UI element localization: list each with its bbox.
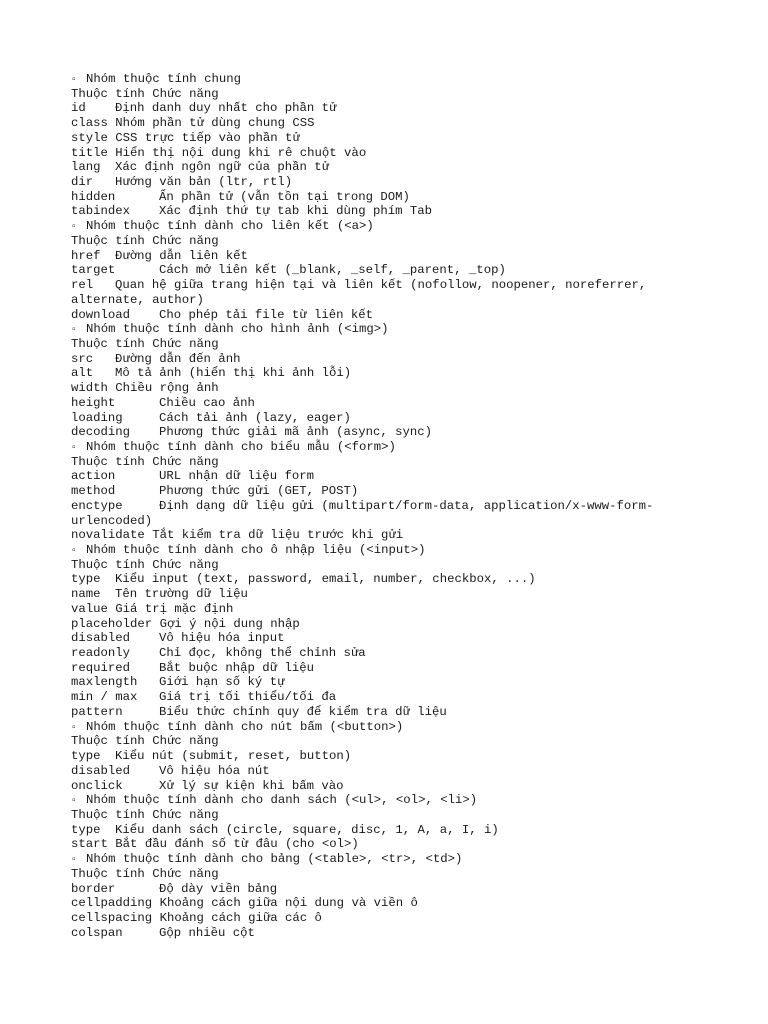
attribute-name: Thuộc tính <box>71 734 145 749</box>
attribute-row <box>71 926 711 941</box>
continuation-line <box>71 293 711 308</box>
attribute-row <box>71 263 711 278</box>
attribute-row <box>71 425 711 440</box>
attribute-name: disabled <box>71 763 131 778</box>
attribute-row <box>71 381 711 396</box>
attribute-row <box>71 675 711 690</box>
square-bullet-icon: ▫ <box>71 855 78 867</box>
attribute-row <box>71 411 711 426</box>
attribute-name: class <box>71 116 108 131</box>
attribute-description: Đường dẫn liên kết <box>115 248 248 263</box>
attribute-description: Hướng văn bản (ltr, rtl) <box>115 175 293 190</box>
attribute-description: Kiểu danh sách (circle, square, disc, 1, A, a, I, i) <box>115 822 499 837</box>
attribute-row <box>71 690 711 705</box>
attribute-row <box>71 646 711 661</box>
attribute-row <box>71 160 711 175</box>
attribute-row <box>71 587 711 602</box>
attribute-row <box>71 779 711 794</box>
section-heading <box>71 72 711 87</box>
attribute-row <box>71 455 711 470</box>
attribute-name: dir <box>71 175 94 190</box>
attribute-description: Xử lý sự kiện khi bấm vào <box>159 778 344 793</box>
attribute-description: Chức năng <box>152 233 219 248</box>
attribute-row <box>71 749 711 764</box>
attribute-description: Chức năng <box>152 336 219 351</box>
attribute-description: Gộp nhiều cột <box>159 925 255 940</box>
attribute-name: Thuộc tính <box>71 86 145 101</box>
attribute-description: Bắt buộc nhập dữ liệu <box>159 660 314 675</box>
attribute-name: pattern <box>71 704 123 719</box>
section-heading-text: Nhóm thuộc tính dành cho ô nhập liệu (<input>) <box>86 543 426 557</box>
attribute-description: CSS trực tiếp vào phần tử <box>115 130 300 145</box>
section-heading <box>71 852 711 867</box>
attribute-row <box>71 396 711 411</box>
attribute-description: Chỉ đọc, không thể chỉnh sửa <box>159 646 366 661</box>
attribute-row <box>71 87 711 102</box>
attribute-name: novalidate <box>71 528 145 543</box>
attribute-name: border <box>71 881 116 896</box>
attribute-description: Cách tải ảnh (lazy, eager) <box>159 410 351 425</box>
attribute-description: Chức năng <box>152 866 219 881</box>
attribute-row <box>71 278 711 293</box>
attribute-row <box>71 558 711 573</box>
attribute-name: Thuộc tính <box>71 866 145 881</box>
attribute-description: Giá trị mặc định <box>115 601 234 616</box>
attribute-row <box>71 808 711 823</box>
attribute-row <box>71 337 711 352</box>
attribute-description: Độ dày viền bảng <box>159 881 278 896</box>
attribute-name: method <box>71 484 116 499</box>
attribute-name: action <box>71 469 116 484</box>
section-heading-text: Nhóm thuộc tính dành cho hình ảnh (<img>) <box>86 322 389 337</box>
attribute-name: Thuộc tính <box>71 557 145 572</box>
attribute-row <box>71 867 711 882</box>
attribute-name: Thuộc tính <box>71 233 145 248</box>
attribute-description: Tắt kiểm tra dữ liệu trước khi gửi <box>152 528 404 543</box>
attribute-row <box>71 705 711 720</box>
section-heading <box>71 322 711 337</box>
attribute-name: readonly <box>71 646 131 661</box>
attribute-description: Vô hiệu hóa nút <box>159 763 270 778</box>
square-bullet-icon: ▫ <box>71 222 78 234</box>
section-heading-text: Nhóm thuộc tính dành cho danh sách (<ul>, <ol>, <li>) <box>86 793 478 808</box>
attribute-name: required <box>71 660 131 675</box>
attribute-description: Chiều cao ảnh <box>159 395 255 410</box>
attribute-description: Vô hiệu hóa input <box>159 631 285 646</box>
attribute-row <box>71 911 711 926</box>
square-bullet-icon: ▫ <box>71 546 78 557</box>
attribute-row <box>71 204 711 219</box>
attribute-name: type <box>71 822 101 837</box>
square-bullet-icon: ▫ <box>71 722 78 734</box>
section-heading <box>71 219 711 234</box>
attribute-description: Kiểu nút (submit, reset, button) <box>115 749 352 764</box>
attribute-description: Cách mở liên kết (_blank, _self, _parent, _top) <box>159 263 506 278</box>
attribute-description: Đường dẫn đến ảnh <box>115 351 241 366</box>
separator <box>152 896 159 910</box>
attribute-row <box>71 617 711 632</box>
attribute-description: Ẩn phần tử (vẫn tồn tại trong DOM) <box>159 189 410 204</box>
attribute-name: placeholder <box>71 616 153 631</box>
attribute-name: type <box>71 749 101 764</box>
attribute-row <box>71 234 711 249</box>
attribute-description: Giới hạn số ký tự <box>159 675 285 690</box>
attribute-description: Khoảng cách giữa nội dung và viền ô <box>159 896 418 911</box>
section-heading-text: Nhóm thuộc tính chung <box>86 72 241 86</box>
attribute-name: start <box>71 837 108 852</box>
attribute-name: loading <box>71 410 123 425</box>
square-bullet-icon: ▫ <box>71 796 78 808</box>
attribute-name: cellpadding <box>71 896 153 911</box>
attribute-name: onclick <box>71 778 123 793</box>
attribute-name: width <box>71 381 108 396</box>
section-heading <box>71 793 711 808</box>
attribute-name: tabindex <box>71 204 131 219</box>
attribute-description: Cho phép tải file từ liên kết <box>159 307 374 322</box>
square-bullet-icon: ▫ <box>71 325 78 337</box>
attribute-row <box>71 837 711 852</box>
square-bullet-icon: ▫ <box>71 75 78 86</box>
attribute-name: title <box>71 145 108 160</box>
attribute-row <box>71 484 711 499</box>
square-bullet-icon: ▫ <box>71 442 78 454</box>
document-body <box>71 72 711 940</box>
attribute-description: Quan hệ giữa trang hiện tại và liên kết (nofollow, noopener, noreferrer, <box>115 278 647 293</box>
attribute-name: alt <box>71 366 94 381</box>
separator <box>152 911 159 925</box>
attribute-description: Chức năng <box>152 807 219 822</box>
attribute-row <box>71 190 711 205</box>
section-heading <box>71 543 711 558</box>
section-heading <box>71 440 711 455</box>
attribute-name: hidden <box>71 189 116 204</box>
attribute-description: Chức năng <box>152 86 219 101</box>
attribute-name: Thuộc tính <box>71 807 145 822</box>
attribute-name: href <box>71 248 101 263</box>
attribute-description: Chức năng <box>152 734 219 749</box>
attribute-row <box>71 131 711 146</box>
section-heading-text: Nhóm thuộc tính dành cho biểu mẫu (<form>) <box>86 439 396 454</box>
attribute-description: Gợi ý nội dung nhập <box>159 616 300 631</box>
attribute-name: Thuộc tính <box>71 336 145 351</box>
attribute-name: target <box>71 263 116 278</box>
separator <box>152 617 159 631</box>
section-heading-text: Nhóm thuộc tính dành cho liên kết (<a>) <box>86 219 374 234</box>
attribute-description: Mô tả ảnh (hiển thị khi ảnh lỗi) <box>115 366 352 381</box>
attribute-name: disabled <box>71 631 131 646</box>
attribute-name: min / max <box>71 690 138 705</box>
attribute-description: Khoảng cách giữa các ô <box>159 910 322 925</box>
attribute-description: Bắt đầu đánh số từ đâu (cho <ol>) <box>115 837 359 852</box>
attribute-row <box>71 469 711 484</box>
attribute-name: lang <box>71 160 101 175</box>
attribute-row <box>71 823 711 838</box>
section-heading-text: Nhóm thuộc tính dành cho nút bấm (<button>) <box>86 719 404 734</box>
attribute-name: Thuộc tính <box>71 454 145 469</box>
attribute-row <box>71 499 711 514</box>
attribute-row <box>71 528 711 543</box>
attribute-row <box>71 101 711 116</box>
attribute-name: rel <box>71 278 94 293</box>
attribute-row <box>71 116 711 131</box>
attribute-description: Phương thức giải mã ảnh (async, sync) <box>159 425 433 440</box>
continuation-text: alternate, author) <box>71 292 204 307</box>
attribute-description: Hiển thị nội dung khi rê chuột vào <box>115 145 367 160</box>
continuation-line <box>71 514 711 529</box>
attribute-row <box>71 249 711 264</box>
attribute-description: Biểu thức chính quy để kiểm tra dữ liệu <box>159 704 447 719</box>
attribute-row <box>71 631 711 646</box>
attribute-row <box>71 308 711 323</box>
attribute-description: Xác định thứ tự tab khi dùng phím Tab <box>159 204 433 219</box>
attribute-name: src <box>71 351 94 366</box>
attribute-description: Xác định ngôn ngữ của phần tử <box>115 160 330 175</box>
attribute-name: decoding <box>71 425 131 440</box>
attribute-row <box>71 602 711 617</box>
attribute-name: name <box>71 587 101 602</box>
attribute-row <box>71 175 711 190</box>
attribute-description: Chức năng <box>152 454 219 469</box>
attribute-description: URL nhận dữ liệu form <box>159 469 314 484</box>
attribute-name: style <box>71 130 108 145</box>
continuation-text: urlencoded) <box>71 513 153 528</box>
attribute-row <box>71 661 711 676</box>
attribute-row <box>71 896 711 911</box>
attribute-row <box>71 146 711 161</box>
attribute-name: enctype <box>71 498 123 513</box>
attribute-name: download <box>71 307 131 322</box>
attribute-name: colspan <box>71 925 123 940</box>
attribute-name: id <box>71 101 86 116</box>
attribute-row <box>71 366 711 381</box>
section-heading-text: Nhóm thuộc tính dành cho bảng (<table>, <tr>, <td>) <box>86 852 463 867</box>
attribute-description: Nhóm phần tử dùng chung CSS <box>115 116 315 131</box>
attribute-name: height <box>71 395 116 410</box>
attribute-description: Kiểu input (text, password, email, number, checkbox, ...) <box>115 572 536 587</box>
attribute-name: value <box>71 601 108 616</box>
attribute-description: Định dạng dữ liệu gửi (multipart/form-data, application/x-www-form- <box>159 498 654 513</box>
attribute-row <box>71 352 711 367</box>
attribute-name: type <box>71 572 101 587</box>
attribute-row <box>71 572 711 587</box>
attribute-description: Định danh duy nhất cho phần tử <box>115 101 337 116</box>
attribute-name: cellspacing <box>71 910 153 925</box>
attribute-description: Giá trị tối thiểu/tối đa <box>159 690 337 705</box>
section-heading <box>71 720 711 735</box>
attribute-description: Chiều rộng ảnh <box>115 381 219 396</box>
attribute-description: Chức năng <box>152 557 219 572</box>
attribute-description: Tên trường dữ liệu <box>115 587 248 602</box>
attribute-name: maxlength <box>71 675 138 690</box>
attribute-row <box>71 734 711 749</box>
attribute-row <box>71 882 711 897</box>
attribute-description: Phương thức gửi (GET, POST) <box>159 484 359 499</box>
attribute-row <box>71 764 711 779</box>
